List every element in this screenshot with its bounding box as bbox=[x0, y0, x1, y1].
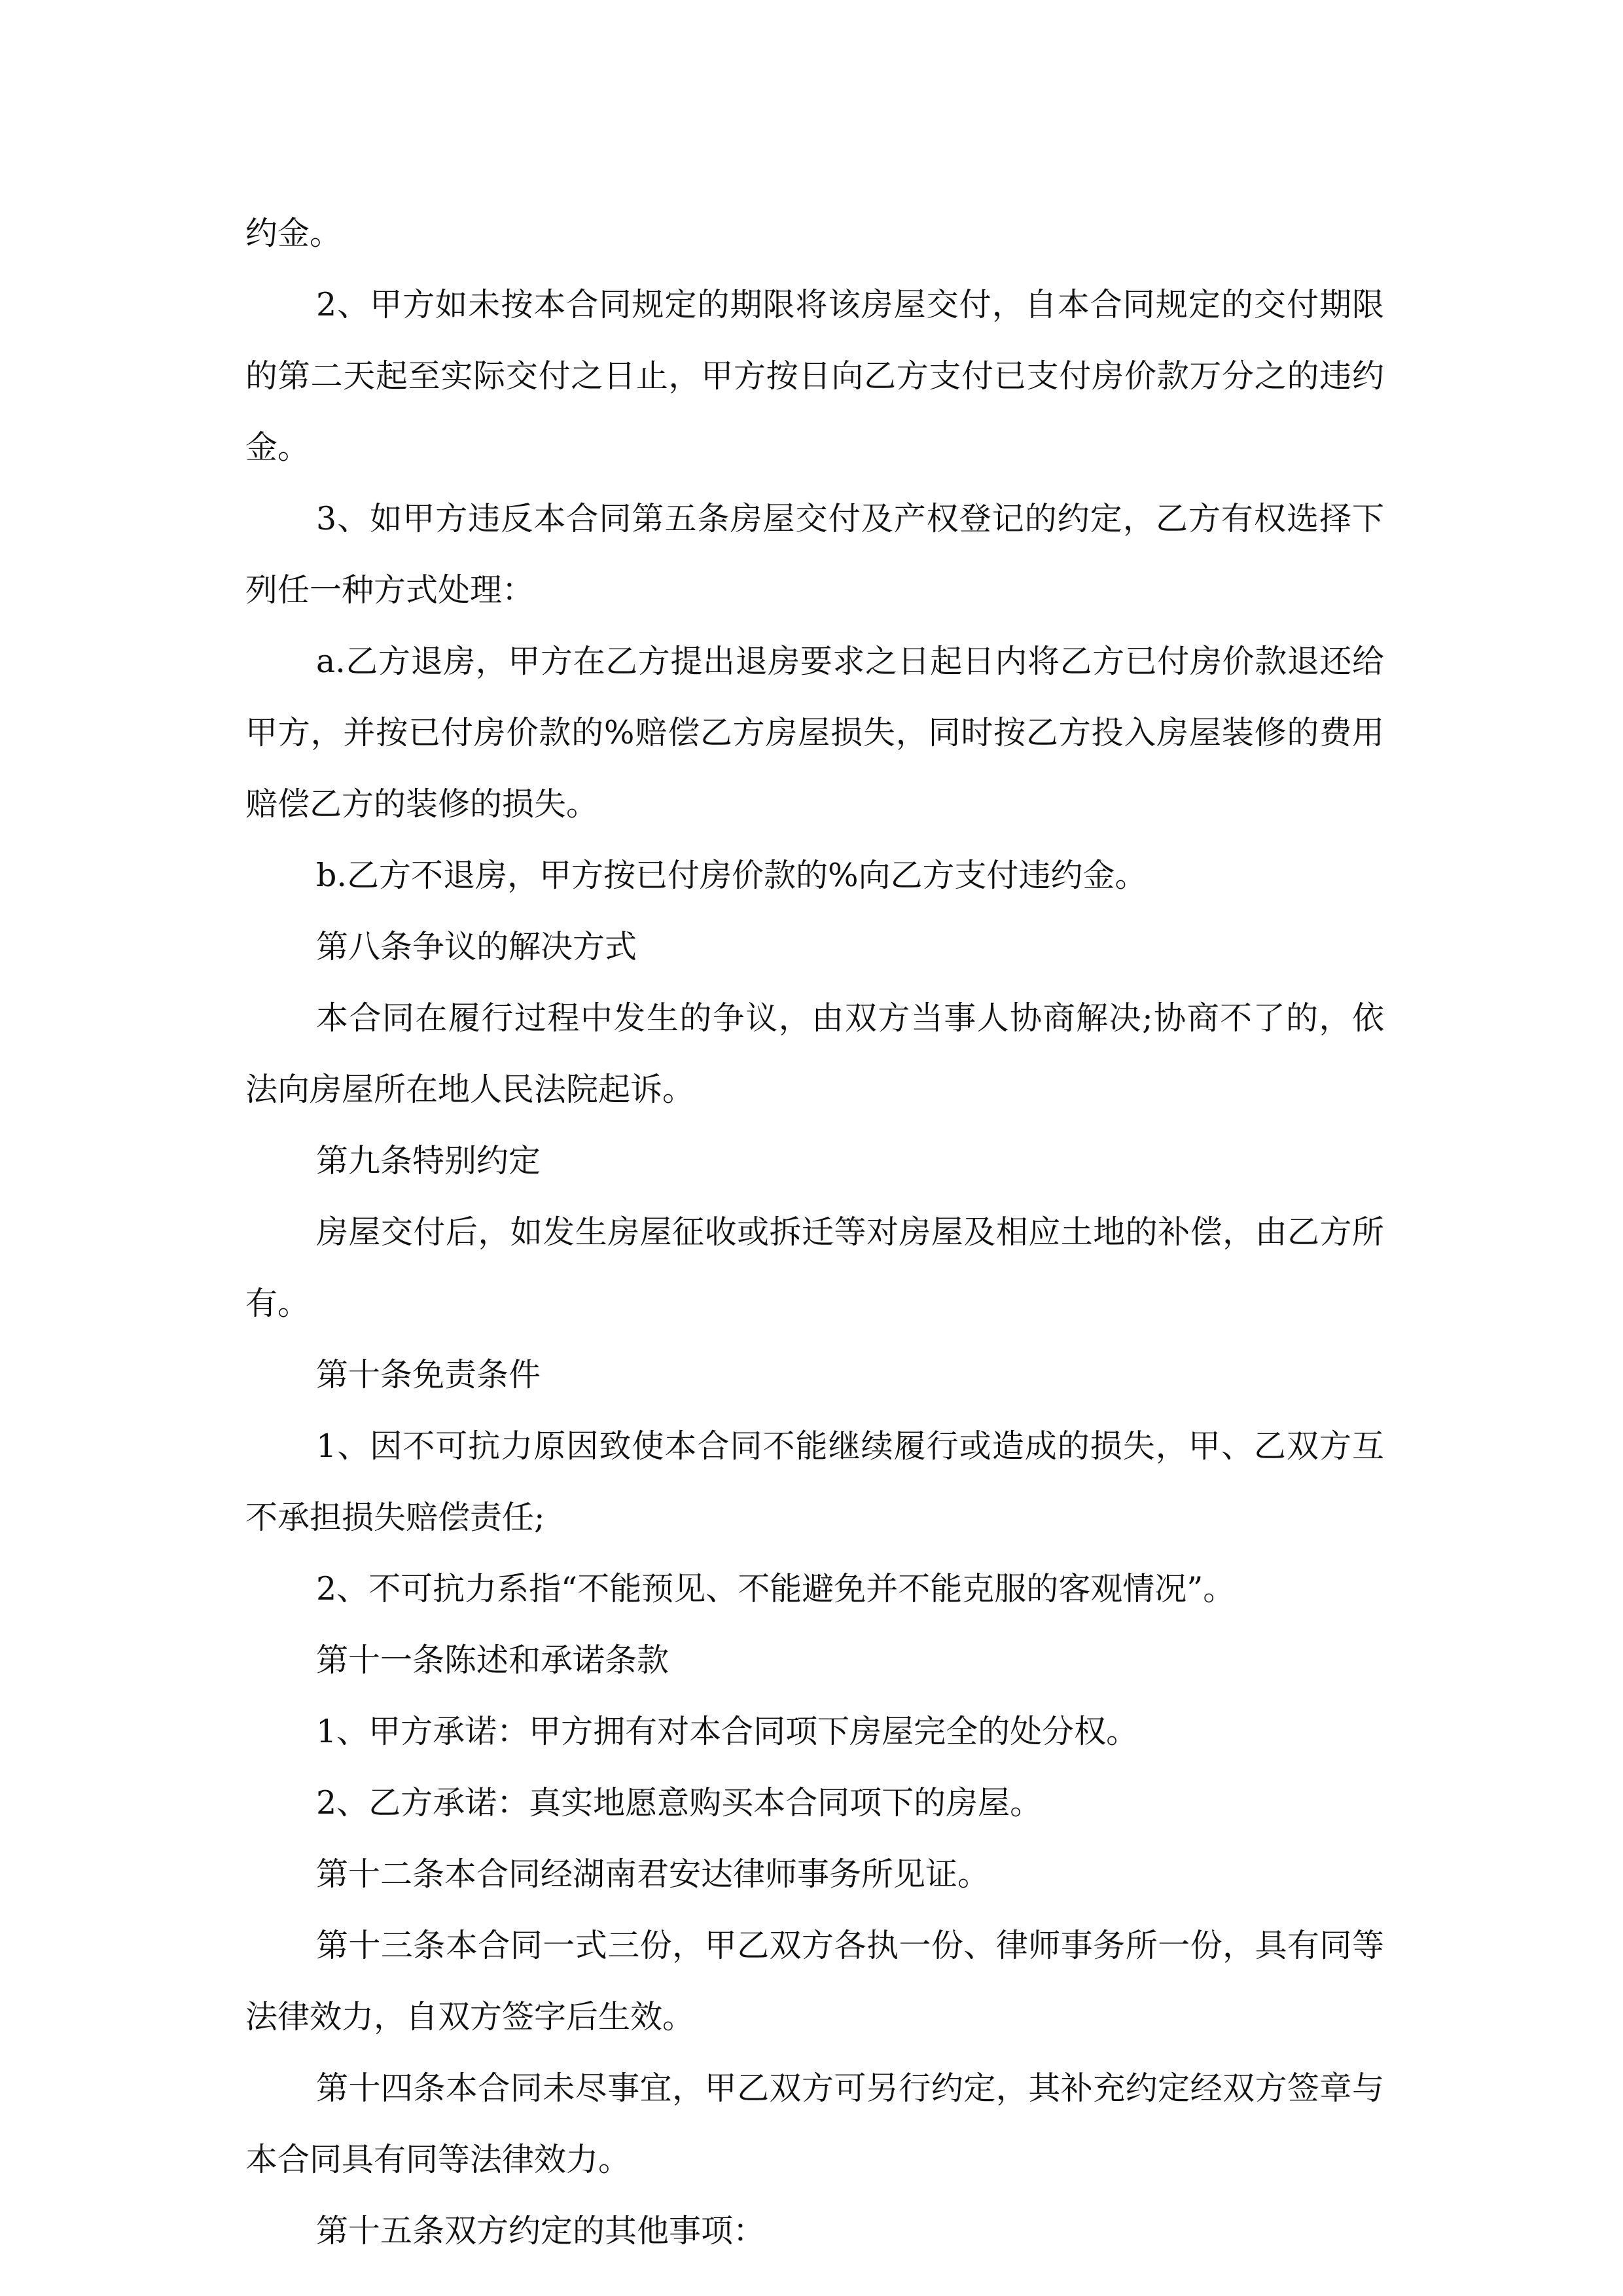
paragraph-special-agreement: 房屋交付后，如发生房屋征收或拆迁等对房屋及相应土地的补偿，由乙方所有。 bbox=[245, 1213, 1384, 1322]
article-heading-12: 第十二条本合同经湖南君安达律师事务所见证。 bbox=[316, 1856, 990, 1893]
article-heading-10: 第十条免责条件 bbox=[316, 1356, 541, 1393]
article-heading-13: 第十三条本合同一式三份，甲乙双方各执一份、律师事务所一份，具有同等法律效力，自双方签字后生效。 bbox=[245, 1927, 1384, 2036]
document-body bbox=[245, 198, 1384, 2267]
paragraph-force-majeure-1: 1、因不可抗力原因致使本合同不能继续履行或造成的损失，甲、乙双方互不承担损失赔偿责任; bbox=[245, 1427, 1384, 1536]
paragraph-breach-options: 3、如甲方违反本合同第五条房屋交付及产权登记的约定，乙方有权选择下列任一种方式处理： bbox=[245, 500, 1384, 609]
article-heading-11: 第十一条陈述和承诺条款 bbox=[316, 1641, 669, 1679]
article-heading-8: 第八条争议的解决方式 bbox=[316, 928, 637, 965]
paragraph-party-a-commitment: 1、甲方承诺：甲方拥有对本合同项下房屋完全的处分权。 bbox=[316, 1713, 1139, 1750]
paragraph-continuation: 约金。 bbox=[245, 215, 342, 252]
paragraph-dispute-resolution: 本合同在履行过程中发生的争议，由双方当事人协商解决;协商不了的，依法向房屋所在地人民法院起诉。 bbox=[245, 999, 1384, 1108]
paragraph-party-b-commitment: 2、乙方承诺：真实地愿意购买本合同项下的房屋。 bbox=[316, 1784, 1043, 1821]
article-heading-9: 第九条特别约定 bbox=[316, 1142, 541, 1179]
paragraph-option-b: b.乙方不退房，甲方按已付房价款的%向乙方支付违约金。 bbox=[316, 857, 1147, 894]
paragraph-delivery-delay: 2、甲方如未按本合同规定的期限将该房屋交付，自本合同规定的交付期限的第二天起至实际交付之日止，甲方按日向乙方支付已支付房价款万分之的违约金。 bbox=[245, 286, 1384, 466]
paragraph-option-a: a.乙方退房，甲方在乙方提出退房要求之日起日内将乙方已付房价款退还给甲方，并按已付房价款的%赔偿乙方房屋损失，同时按乙方投入房屋装修的费用赔偿乙方的装修的损失。 bbox=[245, 643, 1384, 823]
article-heading-15: 第十五条双方约定的其他事项： bbox=[316, 2212, 766, 2250]
paragraph-force-majeure-2: 2、不可抗力系指“不能预见、不能避免并不能克服的客观情况”。 bbox=[316, 1570, 1236, 1607]
article-heading-14: 第十四条本合同未尽事宜，甲乙双方可另行约定，其补充约定经双方签章与本合同具有同等法律效力。 bbox=[245, 2070, 1384, 2178]
